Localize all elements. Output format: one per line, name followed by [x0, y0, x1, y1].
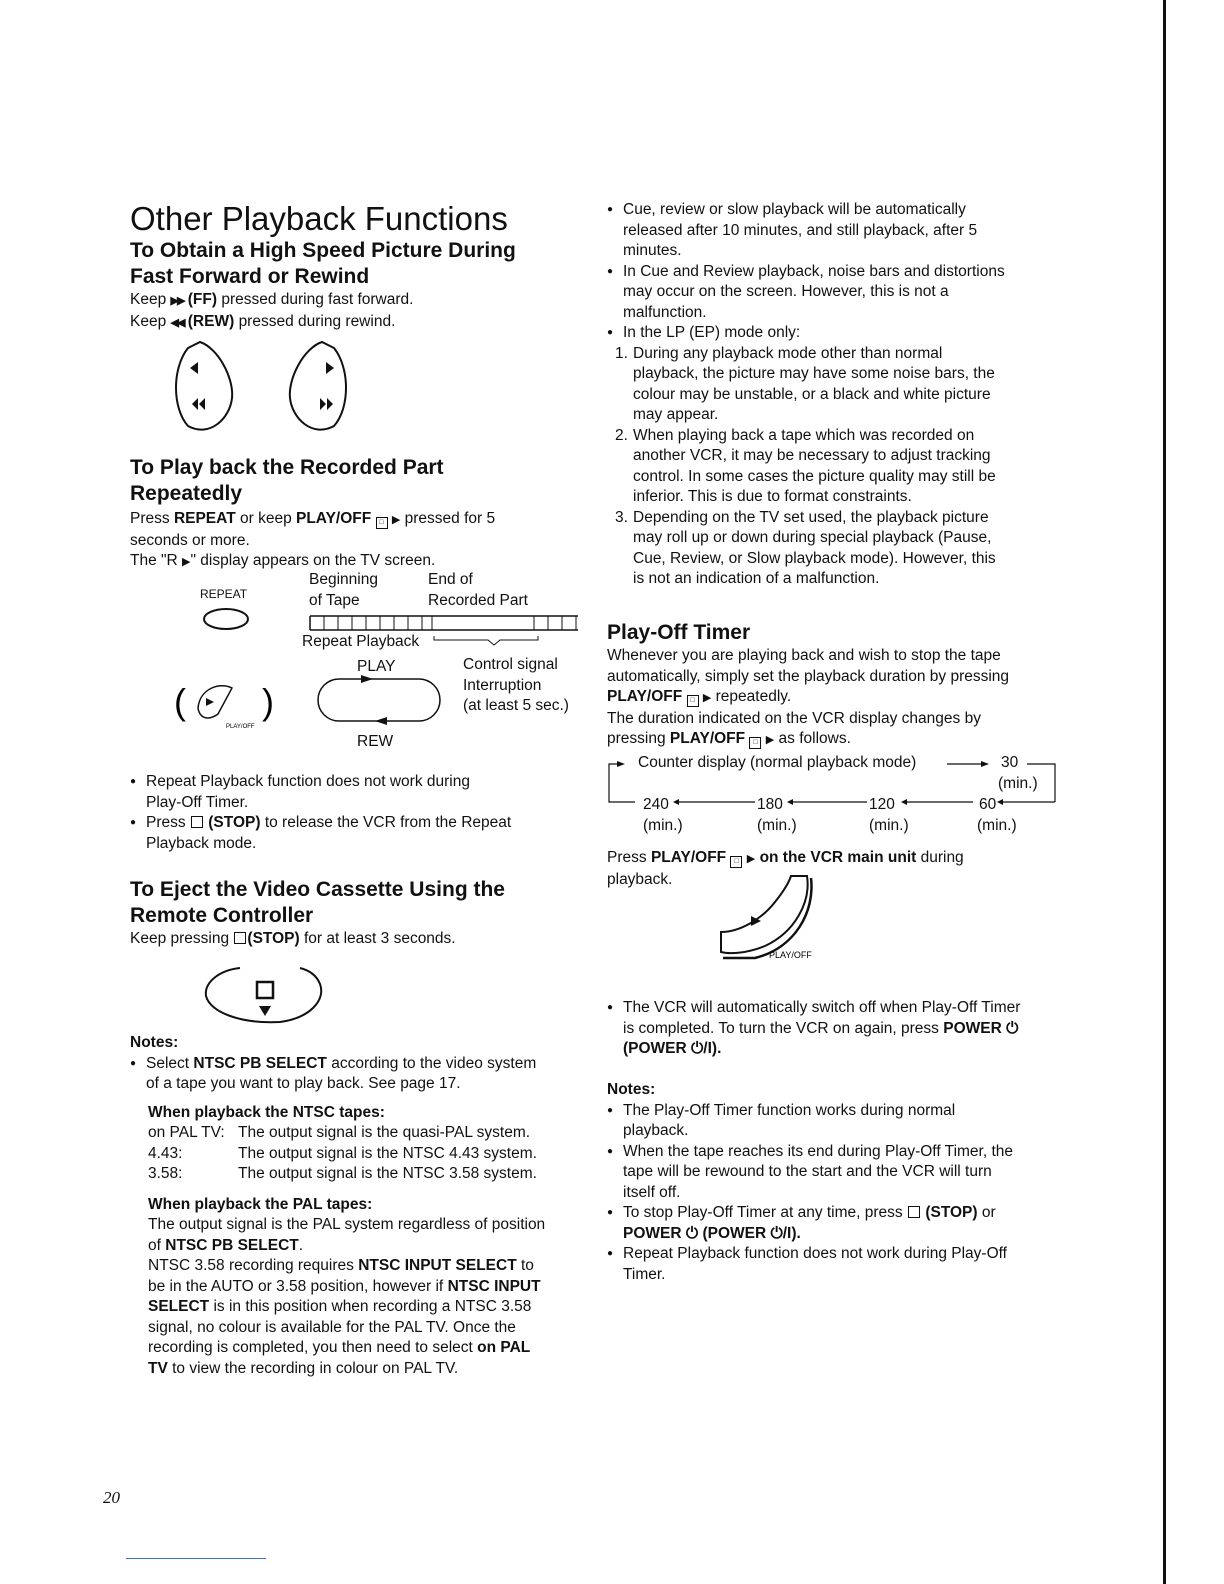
- text: may roll up or down during special playback (Pause,: [633, 529, 992, 546]
- bullet: [607, 262, 1057, 324]
- text: Keep: [130, 291, 167, 308]
- bullet: [130, 813, 600, 854]
- numbered-item: [607, 344, 1057, 426]
- key: NTSC INPUT: [447, 1277, 541, 1295]
- play-icon: ▶: [746, 853, 756, 865]
- play-off-small-label: PLAY/OFF: [226, 724, 255, 730]
- text: Beginning: [309, 571, 378, 588]
- rew-symbol-icon: ◀◀: [170, 316, 184, 329]
- text: The output signal is the quasi-PAL system.: [238, 1124, 531, 1141]
- section-eject: [130, 877, 600, 950]
- cycle-value-180: 180: [757, 796, 783, 813]
- play-label: PLAY: [357, 658, 396, 675]
- cycle-min-label: (min.): [869, 817, 909, 834]
- play-icon: ▶: [765, 734, 775, 746]
- text: The output signal is the NTSC 4.43 system.: [238, 1144, 537, 1162]
- repeat-label: REPEAT: [200, 587, 248, 601]
- key: (POWER: [702, 1224, 767, 1242]
- key: NTSC PB SELECT: [193, 1054, 327, 1072]
- ntsc-heading: When playback the NTSC tapes:: [148, 1103, 385, 1121]
- play-off-box-icon: □: [730, 856, 742, 868]
- text: Press: [130, 510, 170, 527]
- heading-line: To Eject the Video Cassette Using the: [130, 878, 505, 901]
- text: Keep: [130, 312, 167, 330]
- text: itself off.: [623, 1183, 681, 1201]
- key: POWER: [623, 1224, 682, 1242]
- play-off-button-label: PLAY/OFF: [769, 950, 812, 960]
- text: Depending on the TV set used, the playback picture: [633, 508, 989, 526]
- ntsc-block: [130, 1103, 600, 1380]
- rew-button-icon: [176, 342, 232, 430]
- text: to view the recording in colour on PAL TV.: [172, 1359, 459, 1377]
- cycle-value-120: 120: [869, 796, 895, 813]
- text: pressed during fast forward.: [221, 291, 414, 308]
- text: pressing: [607, 730, 666, 747]
- text: To stop Play-Off Timer at any time, press: [623, 1204, 903, 1221]
- text: Cue, review or slow playback will be automatically: [623, 201, 966, 218]
- key: NTSC PB SELECT: [165, 1236, 299, 1254]
- text: The output signal is the NTSC 3.58 system.: [238, 1165, 537, 1182]
- ntsc-row: [148, 1164, 600, 1185]
- stop-icon: [908, 1206, 920, 1218]
- stop-icon: [234, 932, 246, 944]
- cycle-min-label: (min.): [998, 775, 1038, 792]
- repeat-button-icon: [198, 605, 258, 635]
- power-icon: ⏻/I: [770, 1224, 792, 1242]
- text: is completed. To turn the VCR on again, press: [623, 1019, 939, 1037]
- text: End of: [428, 571, 473, 588]
- play-off-hand-button-icon: [170, 668, 280, 738]
- key: ).: [791, 1224, 801, 1242]
- rew-label: REW: [357, 733, 394, 750]
- text: Press: [607, 849, 647, 866]
- key: on PAL: [477, 1339, 531, 1356]
- svg-text:): ): [262, 681, 274, 722]
- heading-repeat: [130, 455, 600, 507]
- text: is in this position when recording a NTSC 3.58: [213, 1298, 532, 1315]
- key: (POWER: [623, 1040, 687, 1057]
- text: Keep pressing: [130, 930, 230, 947]
- cycle-min-label: (min.): [977, 817, 1017, 834]
- key: SELECT: [148, 1298, 210, 1315]
- bullet: [607, 200, 1057, 262]
- ff-symbol-icon: ▶▶: [170, 295, 184, 307]
- text: malfunction.: [623, 303, 707, 321]
- text: released after 10 minutes, and still playback, after 5: [623, 221, 978, 239]
- play-icon: ▶: [391, 514, 401, 526]
- heading-high-speed: [130, 238, 600, 290]
- ff-button-icon: [290, 342, 346, 430]
- key: (REW): [187, 312, 235, 330]
- text: Press: [146, 814, 186, 831]
- key: PLAY/OFF: [607, 688, 683, 705]
- repeat-para: [130, 509, 600, 551]
- notes-right: [607, 1080, 1057, 1285]
- end-label: [428, 570, 528, 611]
- section-play-off-timer: [607, 620, 1057, 751]
- key: PLAY/OFF: [650, 849, 727, 866]
- text: When playing back a tape which was recorded on: [633, 426, 975, 444]
- text: Recorded Part: [428, 591, 528, 609]
- text: Timer.: [623, 1265, 666, 1283]
- footer-line: [126, 1558, 266, 1559]
- text: of Tape: [309, 591, 360, 609]
- text: 4.43:: [148, 1144, 183, 1162]
- left-column: [130, 200, 600, 333]
- text: another VCR, it may be necessary to adjust tracking: [633, 447, 991, 464]
- ntsc-input-para: [148, 1256, 600, 1379]
- item-number: 2.: [615, 426, 628, 444]
- text: or: [981, 1204, 996, 1221]
- auto-off-para: [607, 998, 1057, 1060]
- text: Select: [146, 1054, 190, 1072]
- page-title: Other Playback Functions: [130, 200, 508, 237]
- text: 3.58:: [148, 1165, 183, 1182]
- text: colour may be unstable, or a black and white picture: [633, 385, 991, 403]
- notes-left: [130, 1033, 600, 1379]
- numbered-item: [607, 508, 1057, 590]
- key: (STOP): [247, 930, 300, 947]
- item-number: 1.: [615, 344, 628, 362]
- text: tape will be rewound to the start and the VCR will turn: [623, 1163, 992, 1180]
- text: may occur on the screen. However, this is not a: [623, 283, 949, 300]
- text: playback, the picture may have some noise bars, the: [633, 365, 995, 382]
- control-signal-label: [463, 655, 569, 717]
- text: on PAL TV:: [148, 1124, 225, 1141]
- svg-text:(: (: [174, 681, 186, 722]
- right-column: [607, 200, 1057, 590]
- item-number: 3.: [615, 508, 628, 526]
- stop-button-illustration: [200, 964, 330, 1030]
- text: minutes.: [623, 242, 682, 259]
- text: Repeat Playback function does not work during: [146, 773, 470, 790]
- text: Whenever you are playing back and wish to stop the tape: [607, 647, 1001, 664]
- ff-instruction: [130, 290, 600, 312]
- pal-para: [148, 1215, 600, 1256]
- text: or keep: [239, 510, 292, 527]
- text: pressed for 5: [404, 510, 496, 527]
- bullet-dot: ●: [607, 1002, 614, 1013]
- text: Cue, Review, or Slow playback mode). However, this: [633, 549, 996, 567]
- notes-label: Notes:: [607, 1081, 656, 1098]
- cycle-value-60: 60: [979, 796, 997, 813]
- key: PLAY/OFF: [296, 510, 372, 527]
- key: (FF): [187, 291, 218, 308]
- key: ).: [711, 1040, 722, 1057]
- key: REPEAT: [173, 510, 236, 527]
- heading-line: Remote Controller: [130, 904, 314, 927]
- heading-line: Fast Forward or Rewind: [130, 265, 370, 288]
- text: to release the VCR from the Repeat: [264, 814, 512, 831]
- bullet: [607, 1203, 1057, 1244]
- ntsc-row: [148, 1123, 600, 1144]
- text: The output signal is the PAL system regardless of position: [148, 1216, 546, 1233]
- text: as follows.: [778, 730, 851, 747]
- stop-icon: [191, 816, 203, 828]
- cycle-min-label: (min.): [757, 817, 797, 834]
- eject-para: [130, 929, 600, 950]
- power-icon: ⏻/I: [691, 1040, 712, 1057]
- text: is not an indication of a malfunction.: [633, 570, 880, 587]
- pal-heading: When playback the PAL tapes:: [148, 1195, 373, 1213]
- cycle-min-label: (min.): [643, 817, 683, 834]
- bullet: [607, 1244, 1057, 1285]
- text: .: [298, 1236, 304, 1254]
- play-icon: ▶: [702, 692, 712, 704]
- text: control. In some cases the picture quality may still be: [633, 467, 996, 485]
- text: NTSC 3.58 recording requires: [148, 1257, 354, 1274]
- bullet: ● In the LP (EP) mode only:: [607, 323, 1057, 344]
- text: Playback mode.: [146, 834, 257, 852]
- key: POWER: [943, 1019, 1002, 1037]
- key: on the VCR main unit: [759, 849, 917, 866]
- text: of a tape you want to play back. See page 17.: [146, 1075, 461, 1092]
- ntsc-row: [148, 1144, 600, 1165]
- text: " display appears on the TV screen.: [190, 552, 436, 569]
- page-number: 20: [103, 1488, 120, 1507]
- text: may appear.: [633, 406, 719, 423]
- counter-display-label: Counter display (normal playback mode): [638, 754, 917, 771]
- power-icon: ⏻: [685, 1224, 699, 1242]
- vcr-play-off-button-illustration: [715, 872, 845, 964]
- text: to: [520, 1257, 534, 1274]
- text: be in the AUTO or 3.58 position, however if: [148, 1277, 444, 1295]
- bullet: [607, 1101, 1057, 1142]
- text: automatically, simply set the playback duration by pressing: [607, 667, 1010, 685]
- text: recording is completed, you then need to select: [148, 1339, 473, 1356]
- text: Play-Off Timer.: [146, 793, 249, 811]
- heading-line: Repeatedly: [130, 482, 243, 505]
- play-off-box-icon: □: [376, 517, 388, 529]
- text: inferior. This is due to format constraints.: [633, 488, 912, 505]
- text: seconds or more.: [130, 531, 250, 549]
- play-icon: ▶: [182, 556, 191, 568]
- section-repeat: [130, 455, 600, 573]
- repeat-playback-label: Repeat Playback: [302, 633, 420, 650]
- timer-para: [607, 646, 1057, 751]
- bullet: [607, 1142, 1057, 1204]
- ff-rew-buttons-illustration: [170, 338, 370, 438]
- text: When the tape reaches its end during Play-Off Timer, the: [623, 1142, 1014, 1160]
- text: In Cue and Review playback, noise bars and distortions: [623, 262, 1005, 280]
- text: playback.: [607, 870, 673, 888]
- key: (STOP): [208, 814, 261, 831]
- text: The Play-Off Timer function works during normal: [623, 1101, 956, 1119]
- cycle-value-240: 240: [643, 796, 669, 813]
- bullet: [607, 998, 1057, 1060]
- key: PLAY/OFF: [669, 730, 746, 747]
- text: during: [920, 849, 964, 866]
- text: During any playback mode other than normal: [633, 344, 943, 362]
- text: of: [148, 1236, 161, 1254]
- power-icon: ⏻: [1006, 1019, 1019, 1037]
- beginning-label: [309, 570, 378, 611]
- play-off-box-icon: □: [687, 695, 699, 707]
- text: signal, no colour is available for the PAL TV. Once the: [148, 1318, 516, 1336]
- text: according to the video system: [331, 1054, 537, 1072]
- bullet: [130, 772, 600, 813]
- page-edge-rule: [1163, 0, 1166, 1584]
- key: (STOP): [925, 1204, 978, 1221]
- bullet: [130, 1054, 600, 1095]
- text: playback.: [623, 1122, 689, 1139]
- text: repeatedly.: [715, 688, 792, 705]
- text: The "R: [130, 552, 178, 569]
- heading-line: To Obtain a High Speed Picture During: [130, 239, 516, 262]
- notes-label: Notes:: [130, 1034, 179, 1051]
- heading-play-off-timer: Play-Off Timer: [607, 621, 751, 644]
- text: for at least 3 seconds.: [303, 930, 456, 947]
- text: Interruption: [463, 676, 542, 694]
- text: pressed during rewind.: [238, 312, 396, 330]
- text: Repeat Playback function does not work during Play-Off: [623, 1245, 1007, 1262]
- numbered-item: [607, 426, 1057, 508]
- text: The VCR will automatically switch off when Play-Off Timer: [623, 999, 1021, 1016]
- repeat-loop-icon: [315, 674, 445, 726]
- text: Control signal: [463, 656, 558, 673]
- rew-instruction: [130, 312, 600, 334]
- key: TV: [148, 1359, 168, 1377]
- heading-line: To Play back the Recorded Part: [130, 456, 444, 479]
- key: NTSC INPUT SELECT: [358, 1257, 517, 1274]
- text: The duration indicated on the VCR display changes by: [607, 709, 981, 727]
- text: (at least 5 sec.): [463, 697, 569, 714]
- heading-eject: [130, 877, 600, 929]
- repeat-bullets: [130, 772, 600, 854]
- play-off-box-icon: □: [749, 737, 761, 749]
- cycle-value-30: 30: [1001, 754, 1019, 771]
